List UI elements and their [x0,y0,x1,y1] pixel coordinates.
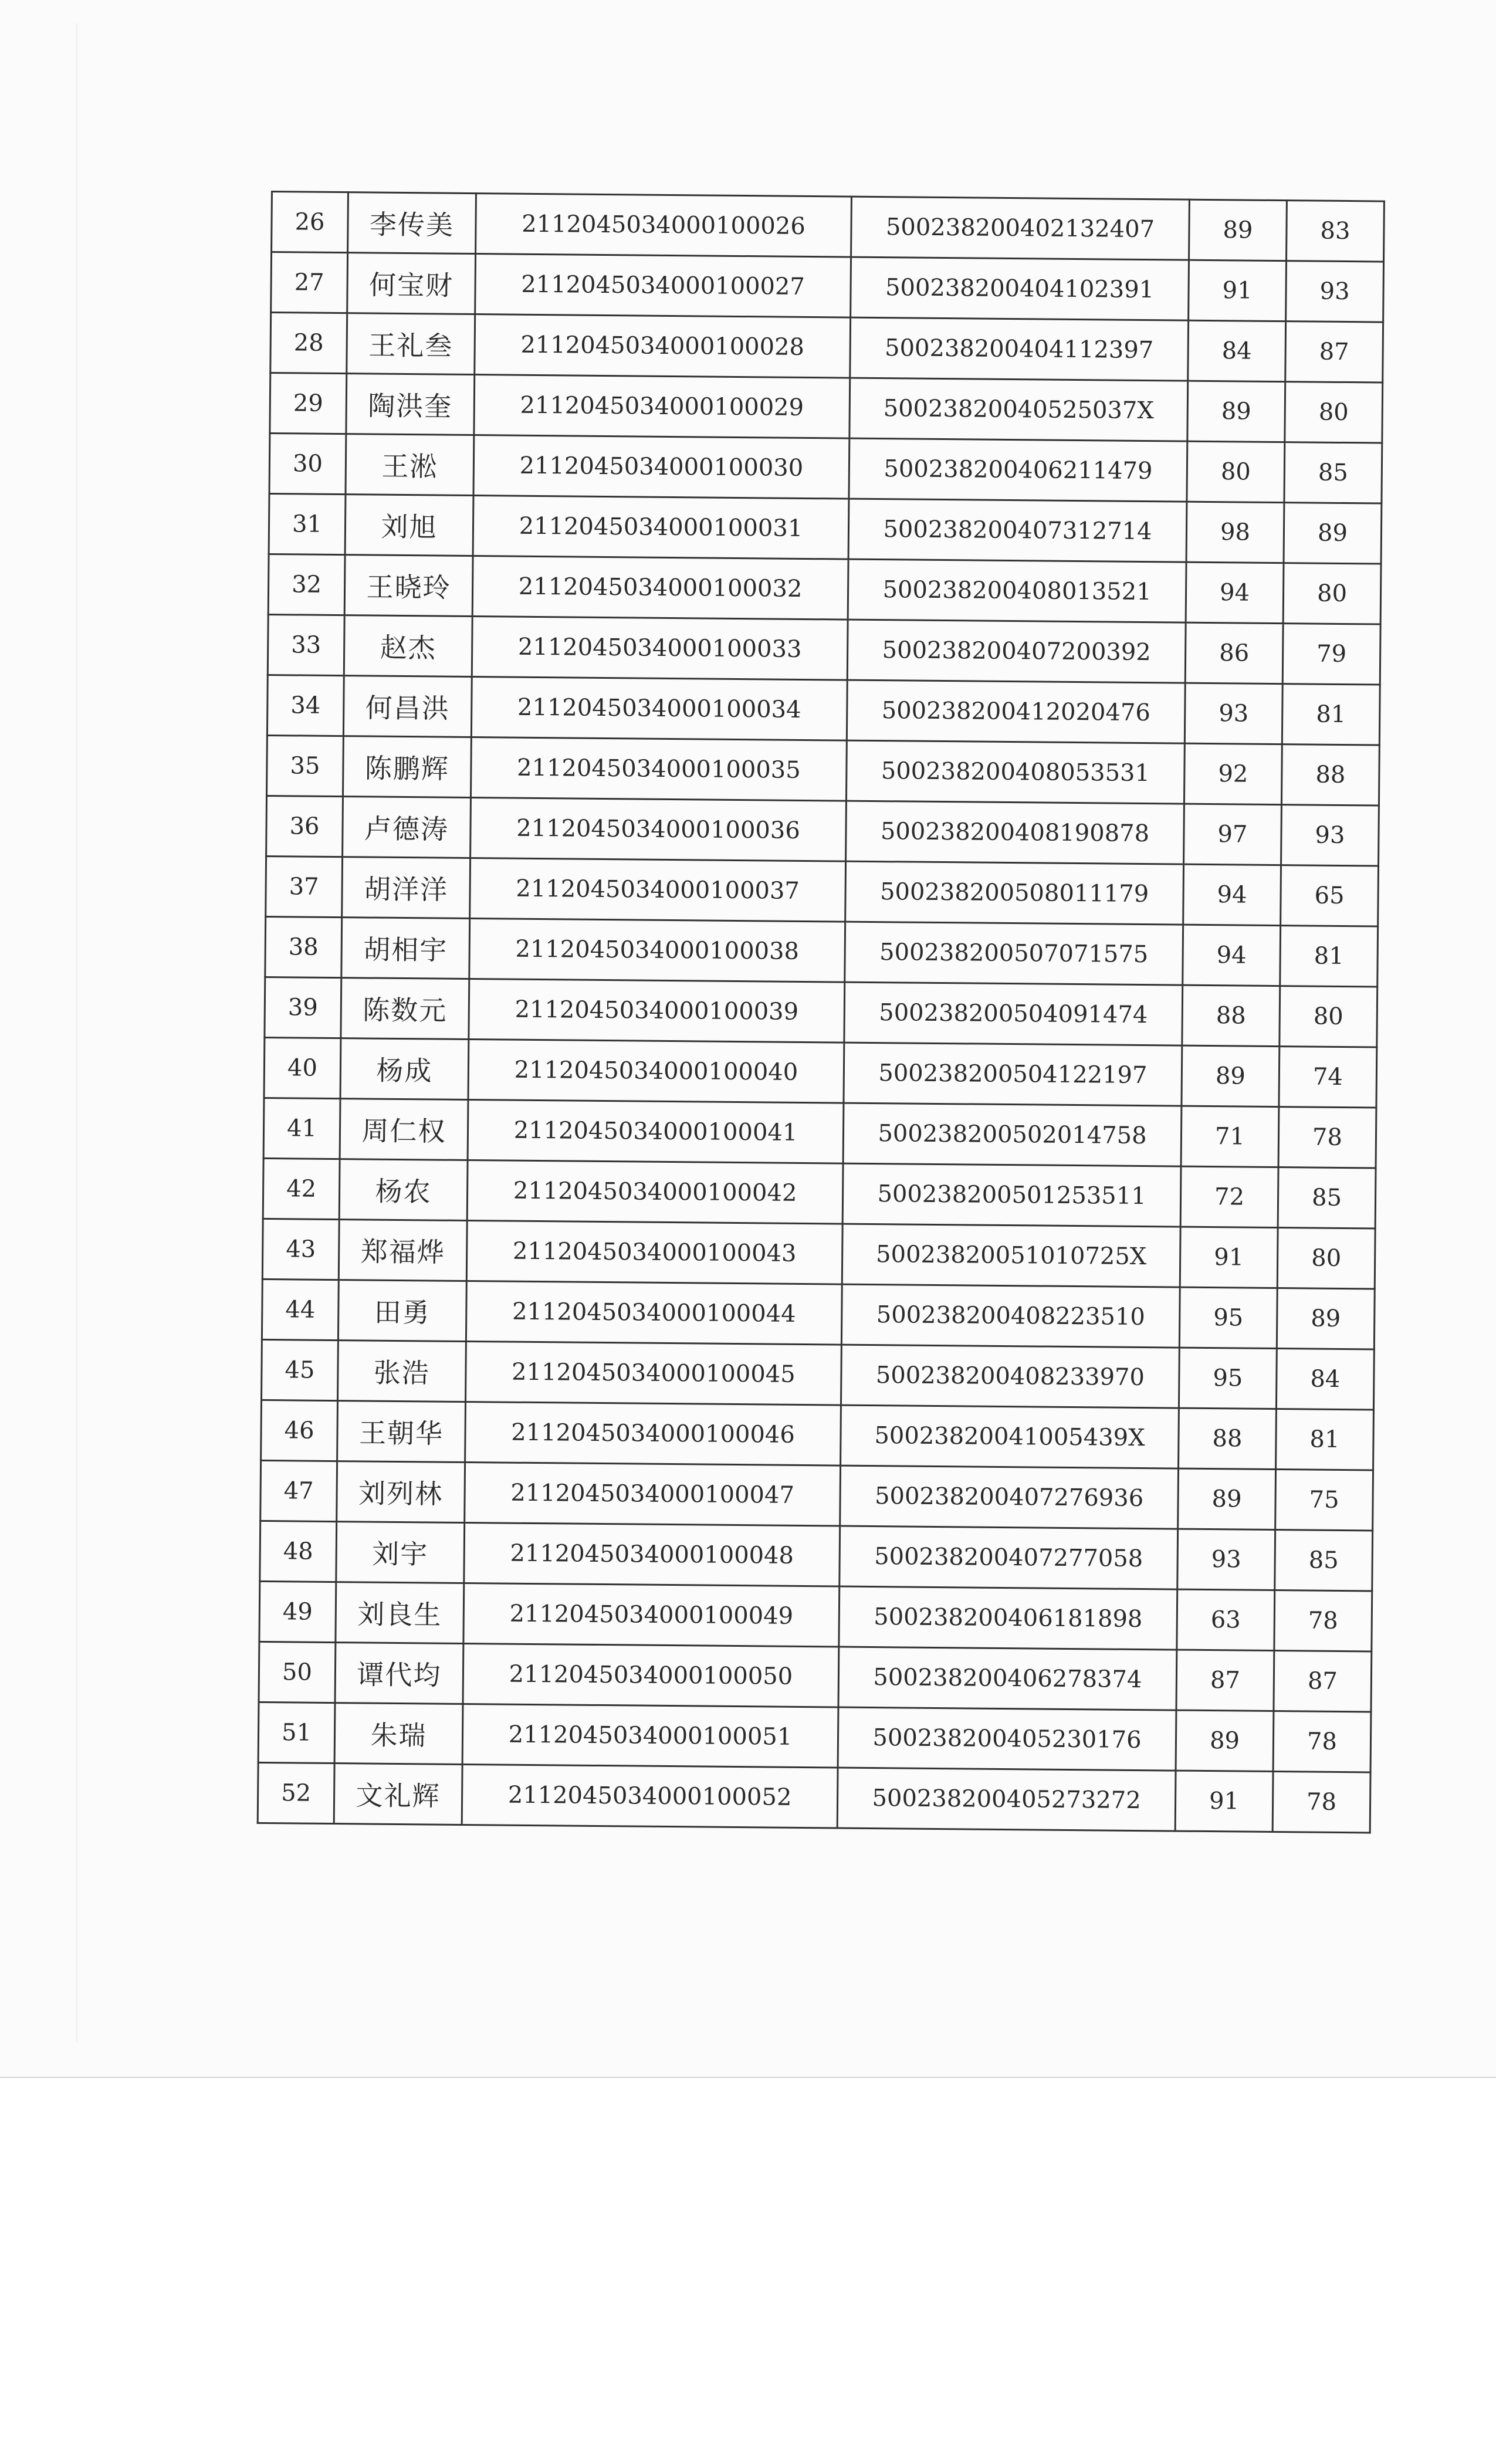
id-number-cell: 500238200508011179 [845,861,1184,925]
score-1-cell: 63 [1177,1589,1275,1650]
exam-number-cell: 2112045034000100047 [465,1462,841,1526]
table-row [262,1339,1375,1410]
exam-number-cell: 2112045034000100051 [462,1704,838,1768]
score-1-cell: 86 [1185,622,1283,683]
student-name-cell: 杨成 [340,1038,469,1100]
table-row [270,373,1383,444]
table-row [260,1521,1373,1591]
score-1-cell: 92 [1184,743,1282,804]
row-number-cell: 34 [267,675,344,736]
score-2-cell: 74 [1279,1047,1377,1108]
exam-number-cell: 2112045034000100033 [472,617,848,681]
score-2-cell: 81 [1276,1409,1374,1470]
exam-number-cell: 2112045034000100030 [473,435,849,499]
id-number-cell: 500238200504091474 [844,982,1183,1045]
score-1-cell: 89 [1189,199,1287,260]
score-1-cell: 80 [1187,441,1285,502]
id-number-cell: 500238200408233970 [841,1345,1179,1408]
score-2-cell: 75 [1275,1470,1373,1531]
score-1-cell: 89 [1187,381,1285,442]
table-row [266,735,1379,805]
student-name-cell: 王朝华 [337,1401,466,1463]
table-row [271,252,1384,323]
student-name-cell: 田勇 [338,1280,466,1342]
id-number-cell: 500238200406278374 [838,1647,1177,1710]
score-1-cell: 94 [1183,925,1281,986]
id-number-cell: 500238200408223510 [841,1284,1180,1348]
table-row [258,1762,1370,1833]
score-2-cell: 81 [1282,684,1380,745]
exam-number-cell: 2112045034000100046 [465,1402,841,1465]
score-2-cell: 89 [1277,1288,1375,1349]
row-number-cell: 46 [261,1400,338,1461]
row-number-cell: 40 [264,1037,341,1098]
student-name-cell: 谭代均 [335,1643,463,1704]
table-row [262,1279,1375,1349]
id-number-cell: 500238200504122197 [844,1043,1182,1106]
student-name-cell: 周仁权 [340,1099,468,1160]
score-1-cell: 89 [1176,1710,1274,1771]
score-2-cell: 79 [1282,624,1380,685]
table-row [259,1641,1372,1712]
row-number-cell: 31 [269,493,346,554]
row-number-cell: 29 [270,373,347,434]
row-number-cell: 38 [265,916,342,977]
exam-number-cell: 2112045034000100028 [475,314,851,378]
exam-number-cell: 2112045034000100044 [466,1281,842,1345]
table-row [265,977,1377,1047]
student-name-cell: 赵杰 [344,615,472,677]
score-1-cell: 97 [1184,804,1282,865]
row-number-cell: 36 [266,796,343,857]
table-row [268,614,1380,685]
exam-number-cell: 2112045034000100041 [468,1099,844,1163]
student-name-cell: 文礼辉 [334,1764,462,1825]
exam-number-cell: 2112045034000100032 [472,556,848,620]
score-2-cell: 78 [1272,1772,1370,1833]
row-number-cell: 43 [262,1219,339,1280]
row-number-cell: 37 [266,856,343,917]
score-2-cell: 89 [1284,503,1382,564]
exam-number-cell: 2112045034000100045 [465,1341,841,1405]
table-row [265,916,1378,987]
id-number-cell: 500238200502014758 [843,1103,1182,1166]
score-1-cell: 95 [1179,1287,1277,1348]
row-number-cell: 39 [265,977,341,1038]
id-number-cell: 50023820040525037X [849,378,1188,441]
score-2-cell: 78 [1274,1590,1372,1651]
score-1-cell: 91 [1189,260,1287,321]
row-number-cell: 35 [266,735,343,796]
id-number-cell: 500238200408190878 [846,801,1184,864]
exam-number-cell: 2112045034000100048 [464,1522,840,1586]
row-number-cell: 47 [260,1460,337,1521]
student-name-cell: 何宝财 [347,253,476,314]
student-name-cell: 杨农 [339,1159,468,1221]
score-1-cell: 91 [1175,1771,1273,1832]
id-number-cell: 500238200408013521 [848,559,1186,622]
table-row [258,1702,1371,1772]
table-row [263,1098,1376,1168]
score-2-cell: 85 [1278,1167,1376,1228]
exam-number-cell: 2112045034000100042 [467,1160,843,1224]
exam-number-cell: 2112045034000100031 [473,496,849,560]
exam-number-cell: 2112045034000100050 [463,1643,839,1707]
row-number-cell: 51 [258,1702,335,1763]
student-name-cell: 刘旭 [345,495,473,556]
table-row [269,493,1382,564]
exam-number-cell: 2112045034000100036 [471,798,847,862]
exam-number-cell: 2112045034000100040 [468,1039,844,1103]
student-name-cell: 何昌洪 [343,676,472,737]
id-number-cell: 500238200507071575 [845,922,1183,985]
exam-number-cell: 2112045034000100049 [463,1583,840,1647]
score-1-cell: 95 [1179,1348,1277,1409]
exam-number-cell: 2112045034000100035 [471,737,847,801]
score-2-cell: 93 [1281,805,1379,866]
score-1-cell: 93 [1177,1529,1275,1590]
table-row [268,554,1381,624]
score-2-cell: 78 [1278,1107,1376,1168]
scan-fold-line [76,23,77,2042]
table-body [258,192,1384,1833]
score-2-cell: 85 [1275,1530,1373,1591]
row-number-cell: 30 [269,433,346,494]
id-number-cell: 500238200407200392 [847,620,1186,683]
score-1-cell: 98 [1186,502,1284,563]
student-name-cell: 陈数元 [341,978,469,1040]
exam-number-cell: 2112045034000100039 [469,979,845,1043]
id-number-cell: 500238200407276936 [840,1465,1179,1529]
student-name-cell: 胡相宇 [341,918,470,979]
id-number-cell: 500238200404102391 [851,257,1189,320]
score-1-cell: 91 [1180,1227,1278,1288]
score-2-cell: 87 [1285,321,1383,383]
student-name-cell: 王礼叁 [347,313,475,375]
table-row [269,433,1382,503]
table-row [262,1219,1375,1289]
id-number-cell: 500238200407277058 [840,1526,1178,1589]
row-number-cell: 45 [262,1339,339,1400]
table-row [261,1400,1374,1470]
table-row [259,1581,1372,1651]
table-row [266,856,1379,926]
row-number-cell: 41 [263,1098,340,1159]
student-name-cell: 王晓玲 [344,555,473,617]
score-2-cell: 80 [1285,382,1383,443]
row-number-cell: 32 [268,554,345,615]
student-name-cell: 朱瑞 [334,1703,463,1765]
row-number-cell: 26 [272,192,348,253]
table-row [264,1037,1377,1108]
score-2-cell: 87 [1274,1651,1372,1712]
score-1-cell: 84 [1188,320,1286,381]
table-row [270,313,1383,383]
id-number-cell: 500238200412020476 [847,680,1185,743]
score-2-cell: 84 [1276,1349,1374,1410]
score-1-cell: 88 [1182,985,1280,1046]
table-row [263,1158,1376,1228]
score-1-cell: 93 [1184,683,1282,744]
exam-number-cell: 2112045034000100038 [469,919,845,983]
student-name-cell: 刘列林 [337,1461,465,1523]
id-number-cell: 50023820041005439X [841,1405,1179,1468]
score-2-cell: 83 [1287,201,1385,262]
exam-number-cell: 2112045034000100027 [475,254,851,318]
exam-number-cell: 2112045034000100043 [466,1220,842,1284]
student-name-cell: 胡洋洋 [342,857,471,919]
id-number-cell: 500238200405230176 [838,1707,1176,1771]
table-row [260,1460,1373,1531]
id-number-cell: 500238200406181898 [839,1586,1177,1650]
row-number-cell: 28 [270,313,347,374]
score-1-cell: 87 [1176,1650,1274,1711]
id-number-cell: 500238200407312714 [848,499,1187,562]
score-1-cell: 71 [1181,1106,1279,1167]
score-2-cell: 80 [1277,1228,1375,1289]
row-number-cell: 50 [259,1641,336,1703]
student-name-cell: 陶洪奎 [346,374,475,435]
row-number-cell: 52 [258,1762,334,1823]
id-number-cell: 500238200405273272 [837,1768,1176,1831]
row-number-cell: 27 [271,252,348,313]
student-name-cell: 刘良生 [336,1582,464,1644]
score-1-cell: 94 [1183,864,1281,925]
row-number-cell: 44 [262,1279,339,1340]
exam-number-cell: 2112045034000100029 [474,375,850,439]
id-number-cell: 50023820051010725X [842,1224,1180,1287]
row-number-cell: 42 [263,1158,340,1219]
student-name-cell: 郑福烨 [339,1220,467,1281]
student-name-cell: 张浩 [338,1341,466,1402]
student-name-cell: 李传美 [348,192,476,254]
id-number-cell: 500238200406211479 [849,438,1187,502]
exam-number-cell: 2112045034000100037 [470,858,846,922]
exam-number-cell: 2112045034000100052 [462,1764,838,1828]
id-number-cell: 500238200408053531 [846,740,1184,804]
table-row [272,192,1385,262]
score-1-cell: 89 [1182,1045,1280,1106]
student-name-cell: 陈鹏辉 [343,736,471,798]
score-2-cell: 85 [1284,442,1382,503]
score-2-cell: 88 [1281,744,1379,805]
student-name-cell: 卢德涛 [343,797,471,858]
table-row [267,675,1380,745]
score-2-cell: 80 [1280,986,1377,1047]
score-2-cell: 81 [1280,926,1378,987]
table-row [266,796,1379,866]
id-number-cell: 500238200402132407 [851,197,1190,260]
student-name-cell: 王淞 [346,434,474,496]
id-number-cell: 500238200404112397 [850,317,1189,381]
score-1-cell: 94 [1186,562,1284,623]
score-2-cell: 93 [1286,261,1384,322]
student-name-cell: 刘宇 [336,1522,465,1583]
score-1-cell: 88 [1179,1408,1277,1469]
exam-number-cell: 2112045034000100026 [476,194,852,258]
id-number-cell: 500238200501253511 [842,1163,1181,1227]
score-2-cell: 78 [1273,1711,1371,1772]
score-2-cell: 65 [1281,865,1379,926]
student-score-table [257,191,1385,1833]
row-number-cell: 33 [268,614,344,675]
row-number-cell: 48 [260,1521,337,1582]
row-number-cell: 49 [259,1581,336,1642]
score-2-cell: 80 [1283,563,1381,624]
score-1-cell: 72 [1180,1166,1278,1227]
exam-number-cell: 2112045034000100034 [471,677,847,741]
score-1-cell: 89 [1178,1468,1276,1529]
